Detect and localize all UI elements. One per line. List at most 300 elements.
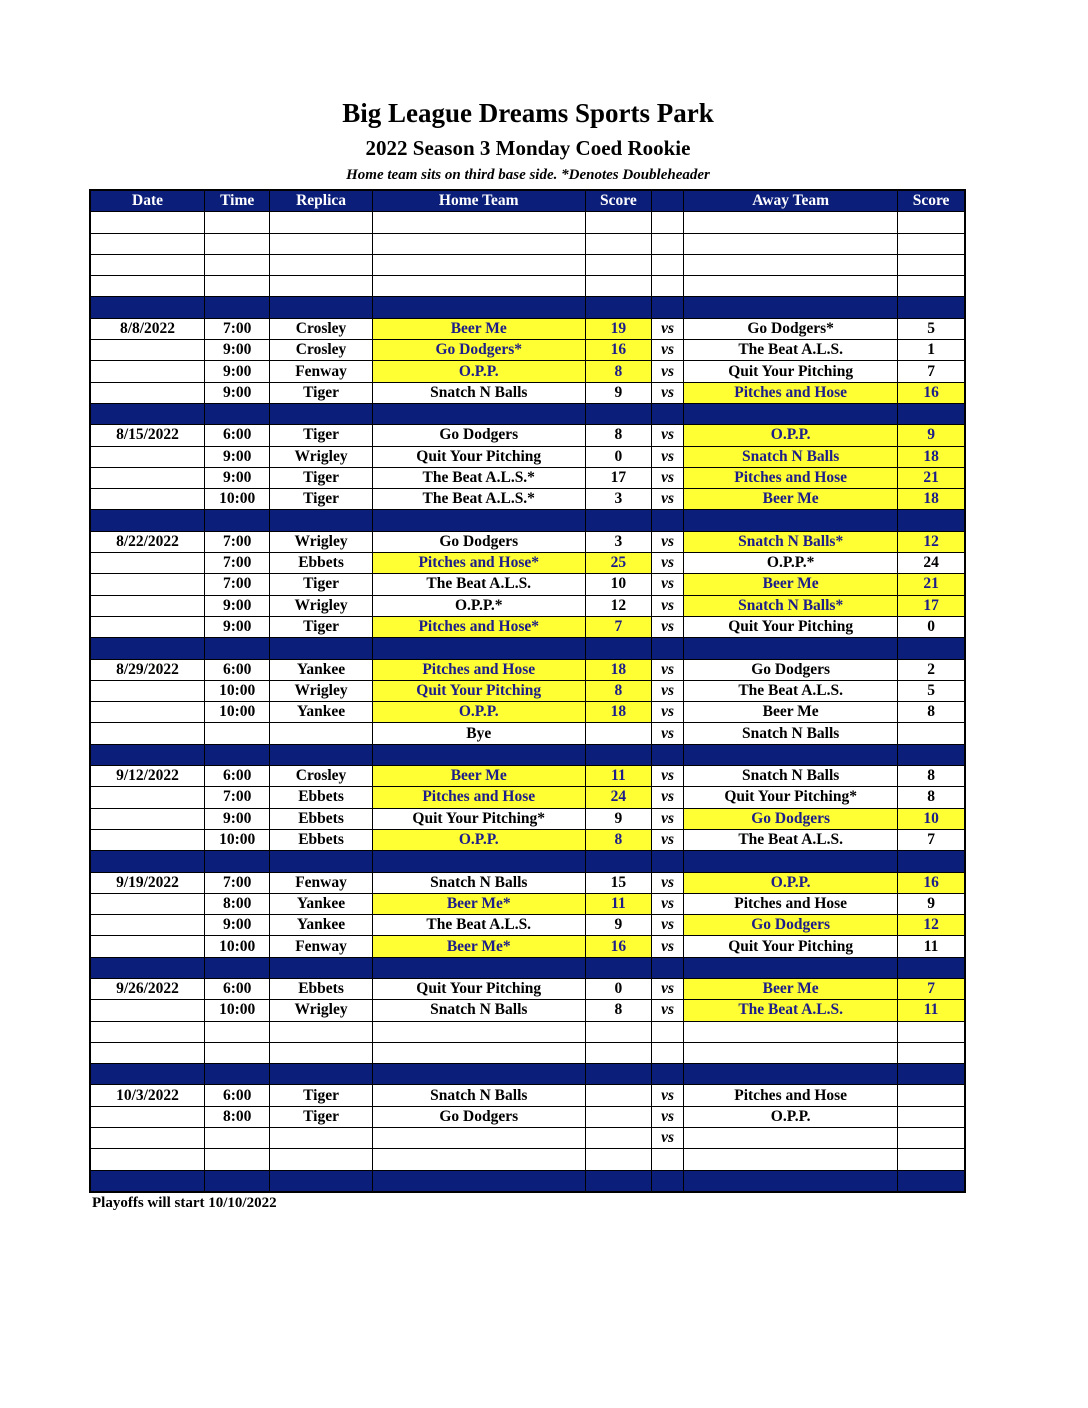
home-team: Quit Your Pitching: [372, 680, 585, 701]
away-team: Snatch N Balls: [684, 766, 898, 787]
separator-cell: [684, 510, 898, 531]
home-score: [585, 1106, 651, 1127]
separator-cell: [684, 1170, 898, 1192]
week-separator-row: [90, 638, 965, 659]
field-replica: Tiger: [270, 1085, 372, 1106]
vs-label: vs: [652, 340, 684, 361]
vs-label: vs: [652, 978, 684, 999]
separator-cell: [90, 957, 205, 978]
empty-cell: [652, 233, 684, 254]
empty-cell: [585, 212, 651, 233]
col-header-vs: [652, 190, 684, 212]
home-team: Go Dodgers: [372, 1106, 585, 1127]
game-row: [90, 616, 965, 637]
empty-cell: [684, 1042, 898, 1063]
separator-cell: [270, 638, 372, 659]
away-score: 5: [898, 318, 965, 339]
game-time: 7:00: [205, 574, 270, 595]
field-replica: Ebbets: [270, 553, 372, 574]
home-score: 24: [585, 787, 651, 808]
empty-cell: [270, 276, 372, 297]
game-date: [90, 489, 205, 510]
game-row: [90, 425, 965, 446]
home-team: Go Dodgers: [372, 425, 585, 446]
home-score: [585, 723, 651, 744]
separator-cell: [205, 851, 270, 872]
vs-label: vs: [652, 318, 684, 339]
separator-cell: [90, 297, 205, 318]
separator-cell: [90, 851, 205, 872]
empty-cell: [372, 1021, 585, 1042]
separator-cell: [898, 851, 965, 872]
col-header-home-score: Score: [585, 190, 651, 212]
field-replica: [270, 723, 372, 744]
game-row: [90, 361, 965, 382]
empty-cell: [205, 212, 270, 233]
separator-cell: [684, 403, 898, 424]
field-replica: Crosley: [270, 318, 372, 339]
separator-cell: [90, 638, 205, 659]
game-time: 9:00: [205, 595, 270, 616]
empty-cell: [90, 1149, 205, 1170]
away-score: 9: [898, 425, 965, 446]
separator-cell: [205, 403, 270, 424]
game-row: [90, 829, 965, 850]
separator-cell: [270, 1170, 372, 1192]
home-team: Beer Me: [372, 318, 585, 339]
separator-cell: [684, 851, 898, 872]
separator-cell: [898, 638, 965, 659]
separator-cell: [90, 510, 205, 531]
game-time: 10:00: [205, 936, 270, 957]
game-row: [90, 872, 965, 893]
separator-cell: [270, 1064, 372, 1085]
vs-label: vs: [652, 702, 684, 723]
game-row: [90, 1128, 965, 1149]
empty-cell: [372, 254, 585, 275]
home-score: 11: [585, 893, 651, 914]
away-score: [898, 1106, 965, 1127]
vs-label: vs: [652, 1000, 684, 1021]
field-replica: Ebbets: [270, 829, 372, 850]
home-team: Pitches and Hose*: [372, 553, 585, 574]
empty-row: [90, 212, 965, 233]
vs-label: vs: [652, 787, 684, 808]
empty-cell: [585, 1149, 651, 1170]
game-time: 7:00: [205, 787, 270, 808]
separator-cell: [205, 638, 270, 659]
empty-cell: [898, 212, 965, 233]
game-date: 8/22/2022: [90, 531, 205, 552]
week-separator-row: [90, 297, 965, 318]
game-row: [90, 1000, 965, 1021]
away-score: 0: [898, 616, 965, 637]
week-separator-row: [90, 851, 965, 872]
separator-cell: [372, 851, 585, 872]
empty-cell: [205, 276, 270, 297]
away-score: 7: [898, 978, 965, 999]
game-date: [90, 829, 205, 850]
game-time: 9:00: [205, 382, 270, 403]
week-separator-row: [90, 1170, 965, 1192]
game-time: 8:00: [205, 1106, 270, 1127]
col-header-home-team: Home Team: [372, 190, 585, 212]
game-date: [90, 1106, 205, 1127]
away-team: Quit Your Pitching*: [684, 787, 898, 808]
separator-cell: [90, 744, 205, 765]
home-team: Go Dodgers*: [372, 340, 585, 361]
home-team: The Beat A.L.S.*: [372, 489, 585, 510]
separator-cell: [684, 297, 898, 318]
separator-cell: [585, 638, 651, 659]
away-score: 8: [898, 702, 965, 723]
empty-cell: [898, 1021, 965, 1042]
vs-label: vs: [652, 829, 684, 850]
away-team: Quit Your Pitching: [684, 616, 898, 637]
field-replica: Fenway: [270, 872, 372, 893]
game-time: 8:00: [205, 893, 270, 914]
game-time: [205, 723, 270, 744]
game-date: [90, 446, 205, 467]
game-row: [90, 723, 965, 744]
empty-cell: [90, 1021, 205, 1042]
home-score: [585, 1085, 651, 1106]
away-score: 8: [898, 766, 965, 787]
away-team: Snatch N Balls: [684, 723, 898, 744]
vs-label: vs: [652, 1106, 684, 1127]
home-score: 19: [585, 318, 651, 339]
game-row: [90, 702, 965, 723]
game-time: 7:00: [205, 553, 270, 574]
away-score: 12: [898, 915, 965, 936]
vs-label: vs: [652, 808, 684, 829]
game-row: [90, 680, 965, 701]
separator-cell: [372, 1170, 585, 1192]
separator-cell: [684, 638, 898, 659]
away-team: Pitches and Hose: [684, 893, 898, 914]
separator-cell: [205, 1170, 270, 1192]
empty-cell: [898, 276, 965, 297]
separator-cell: [205, 510, 270, 531]
home-score: 8: [585, 680, 651, 701]
vs-label: vs: [652, 1085, 684, 1106]
separator-cell: [684, 957, 898, 978]
separator-cell: [205, 1064, 270, 1085]
away-team: Beer Me: [684, 574, 898, 595]
away-team: The Beat A.L.S.: [684, 340, 898, 361]
game-date: [90, 1128, 205, 1149]
separator-cell: [898, 1064, 965, 1085]
col-header-away-team: Away Team: [684, 190, 898, 212]
away-team: Go Dodgers: [684, 659, 898, 680]
separator-cell: [585, 510, 651, 531]
game-date: [90, 1000, 205, 1021]
home-team: Snatch N Balls: [372, 1000, 585, 1021]
game-time: 9:00: [205, 915, 270, 936]
away-score: 11: [898, 936, 965, 957]
schedule-body: [90, 212, 965, 1192]
field-replica: Tiger: [270, 489, 372, 510]
away-score: 10: [898, 808, 965, 829]
week-separator-row: [90, 510, 965, 531]
home-score: 18: [585, 702, 651, 723]
page-title: Big League Dreams Sports Park: [342, 98, 714, 128]
home-team: Snatch N Balls: [372, 382, 585, 403]
field-replica: Ebbets: [270, 978, 372, 999]
empty-cell: [90, 276, 205, 297]
empty-row: [90, 1149, 965, 1170]
empty-row: [90, 1021, 965, 1042]
game-date: [90, 893, 205, 914]
field-replica: [270, 1128, 372, 1149]
empty-row: [90, 1042, 965, 1063]
home-team: [372, 1128, 585, 1149]
away-team: Pitches and Hose: [684, 382, 898, 403]
table-header-row: [90, 190, 965, 212]
separator-cell: [372, 1064, 585, 1085]
field-replica: Yankee: [270, 915, 372, 936]
empty-cell: [270, 212, 372, 233]
game-row: [90, 787, 965, 808]
away-score: 16: [898, 872, 965, 893]
game-row: [90, 808, 965, 829]
empty-cell: [205, 1042, 270, 1063]
away-team: [684, 1128, 898, 1149]
game-date: 9/26/2022: [90, 978, 205, 999]
away-team: Snatch N Balls*: [684, 595, 898, 616]
home-team: The Beat A.L.S.: [372, 915, 585, 936]
field-replica: Crosley: [270, 766, 372, 787]
week-separator-row: [90, 957, 965, 978]
away-score: 18: [898, 446, 965, 467]
game-time: 9:00: [205, 467, 270, 488]
field-replica: Yankee: [270, 702, 372, 723]
game-date: [90, 680, 205, 701]
week-separator-row: [90, 403, 965, 424]
home-score: 3: [585, 531, 651, 552]
home-score: 11: [585, 766, 651, 787]
empty-cell: [585, 254, 651, 275]
page-subtitle: 2022 Season 3 Monday Coed Rookie: [365, 136, 691, 160]
field-replica: Yankee: [270, 659, 372, 680]
game-row: [90, 340, 965, 361]
separator-cell: [90, 1170, 205, 1192]
empty-row: [90, 276, 965, 297]
schedule-note: Home team sits on third base side. *Denotes Doubleheader: [346, 167, 710, 183]
home-team: Beer Me*: [372, 893, 585, 914]
home-score: 9: [585, 382, 651, 403]
game-date: [90, 915, 205, 936]
home-score: 25: [585, 553, 651, 574]
separator-cell: [652, 297, 684, 318]
separator-cell: [372, 744, 585, 765]
home-score: 16: [585, 936, 651, 957]
separator-cell: [270, 403, 372, 424]
game-time: 10:00: [205, 829, 270, 850]
empty-cell: [652, 1021, 684, 1042]
field-replica: Tiger: [270, 382, 372, 403]
vs-label: vs: [652, 361, 684, 382]
separator-cell: [372, 510, 585, 531]
field-replica: Tiger: [270, 467, 372, 488]
game-row: [90, 893, 965, 914]
empty-cell: [652, 254, 684, 275]
separator-cell: [205, 297, 270, 318]
vs-label: vs: [652, 1128, 684, 1149]
home-score: 8: [585, 425, 651, 446]
empty-cell: [205, 254, 270, 275]
home-team: Snatch N Balls: [372, 1085, 585, 1106]
empty-cell: [205, 1021, 270, 1042]
separator-cell: [652, 1064, 684, 1085]
away-score: 16: [898, 382, 965, 403]
separator-cell: [652, 744, 684, 765]
game-time: [205, 1128, 270, 1149]
away-score: 1: [898, 340, 965, 361]
game-date: [90, 382, 205, 403]
schedule-table: [89, 189, 966, 1193]
game-row: [90, 574, 965, 595]
vs-label: vs: [652, 659, 684, 680]
separator-cell: [652, 403, 684, 424]
col-header-replica: Replica: [270, 190, 372, 212]
away-score: 8: [898, 787, 965, 808]
game-row: [90, 446, 965, 467]
week-separator-row: [90, 1064, 965, 1085]
home-score: 0: [585, 978, 651, 999]
separator-cell: [585, 297, 651, 318]
away-team: Pitches and Hose: [684, 467, 898, 488]
away-score: 7: [898, 361, 965, 382]
away-team: The Beat A.L.S.: [684, 680, 898, 701]
empty-cell: [652, 1149, 684, 1170]
away-team: O.P.P.*: [684, 553, 898, 574]
game-row: [90, 318, 965, 339]
vs-label: vs: [652, 553, 684, 574]
away-team: The Beat A.L.S.: [684, 829, 898, 850]
separator-cell: [898, 510, 965, 531]
empty-cell: [90, 1042, 205, 1063]
vs-label: vs: [652, 446, 684, 467]
empty-cell: [270, 1021, 372, 1042]
vs-label: vs: [652, 574, 684, 595]
game-time: 6:00: [205, 766, 270, 787]
empty-cell: [898, 1042, 965, 1063]
separator-cell: [585, 851, 651, 872]
away-team: O.P.P.: [684, 425, 898, 446]
home-score: [585, 1128, 651, 1149]
game-date: [90, 808, 205, 829]
game-date: 8/8/2022: [90, 318, 205, 339]
separator-cell: [585, 957, 651, 978]
separator-cell: [270, 957, 372, 978]
game-date: 9/19/2022: [90, 872, 205, 893]
field-replica: Tiger: [270, 425, 372, 446]
empty-cell: [372, 212, 585, 233]
game-time: 6:00: [205, 978, 270, 999]
empty-cell: [585, 276, 651, 297]
game-time: 7:00: [205, 318, 270, 339]
empty-cell: [372, 233, 585, 254]
game-row: [90, 1085, 965, 1106]
field-replica: Wrigley: [270, 680, 372, 701]
vs-label: vs: [652, 936, 684, 957]
empty-cell: [684, 1021, 898, 1042]
home-score: 17: [585, 467, 651, 488]
away-score: 17: [898, 595, 965, 616]
field-replica: Wrigley: [270, 531, 372, 552]
empty-cell: [684, 212, 898, 233]
field-replica: Fenway: [270, 361, 372, 382]
away-team: Beer Me: [684, 702, 898, 723]
game-date: 9/12/2022: [90, 766, 205, 787]
game-time: 6:00: [205, 1085, 270, 1106]
away-score: 21: [898, 467, 965, 488]
vs-label: vs: [652, 893, 684, 914]
empty-cell: [270, 233, 372, 254]
away-team: Snatch N Balls: [684, 446, 898, 467]
vs-label: vs: [652, 489, 684, 510]
away-score: 18: [898, 489, 965, 510]
game-time: 10:00: [205, 680, 270, 701]
home-score: 10: [585, 574, 651, 595]
home-team: Beer Me: [372, 766, 585, 787]
game-time: 7:00: [205, 531, 270, 552]
playoffs-note: Playoffs will start 10/10/2022: [92, 1195, 277, 1211]
game-time: 10:00: [205, 489, 270, 510]
empty-cell: [585, 1042, 651, 1063]
empty-cell: [585, 1021, 651, 1042]
away-score: [898, 723, 965, 744]
away-score: 11: [898, 1000, 965, 1021]
field-replica: Tiger: [270, 1106, 372, 1127]
col-header-away-score: Score: [898, 190, 965, 212]
empty-cell: [684, 233, 898, 254]
away-team: The Beat A.L.S.: [684, 1000, 898, 1021]
game-date: 8/15/2022: [90, 425, 205, 446]
game-date: [90, 595, 205, 616]
game-row: [90, 489, 965, 510]
separator-cell: [684, 1064, 898, 1085]
home-score: 16: [585, 340, 651, 361]
away-score: 9: [898, 893, 965, 914]
away-score: 21: [898, 574, 965, 595]
separator-cell: [652, 851, 684, 872]
home-team: Quit Your Pitching: [372, 446, 585, 467]
away-score: 24: [898, 553, 965, 574]
empty-cell: [270, 1149, 372, 1170]
home-score: 12: [585, 595, 651, 616]
away-score: [898, 1085, 965, 1106]
home-score: 0: [585, 446, 651, 467]
home-team: Pitches and Hose: [372, 787, 585, 808]
game-date: [90, 702, 205, 723]
away-score: 12: [898, 531, 965, 552]
field-replica: Crosley: [270, 340, 372, 361]
empty-row: [90, 254, 965, 275]
empty-cell: [270, 1042, 372, 1063]
week-separator-row: [90, 744, 965, 765]
field-replica: Ebbets: [270, 787, 372, 808]
home-score: 9: [585, 808, 651, 829]
empty-row: [90, 233, 965, 254]
game-row: [90, 1106, 965, 1127]
vs-label: vs: [652, 595, 684, 616]
field-replica: Tiger: [270, 574, 372, 595]
vs-label: vs: [652, 467, 684, 488]
game-date: [90, 616, 205, 637]
empty-cell: [372, 276, 585, 297]
